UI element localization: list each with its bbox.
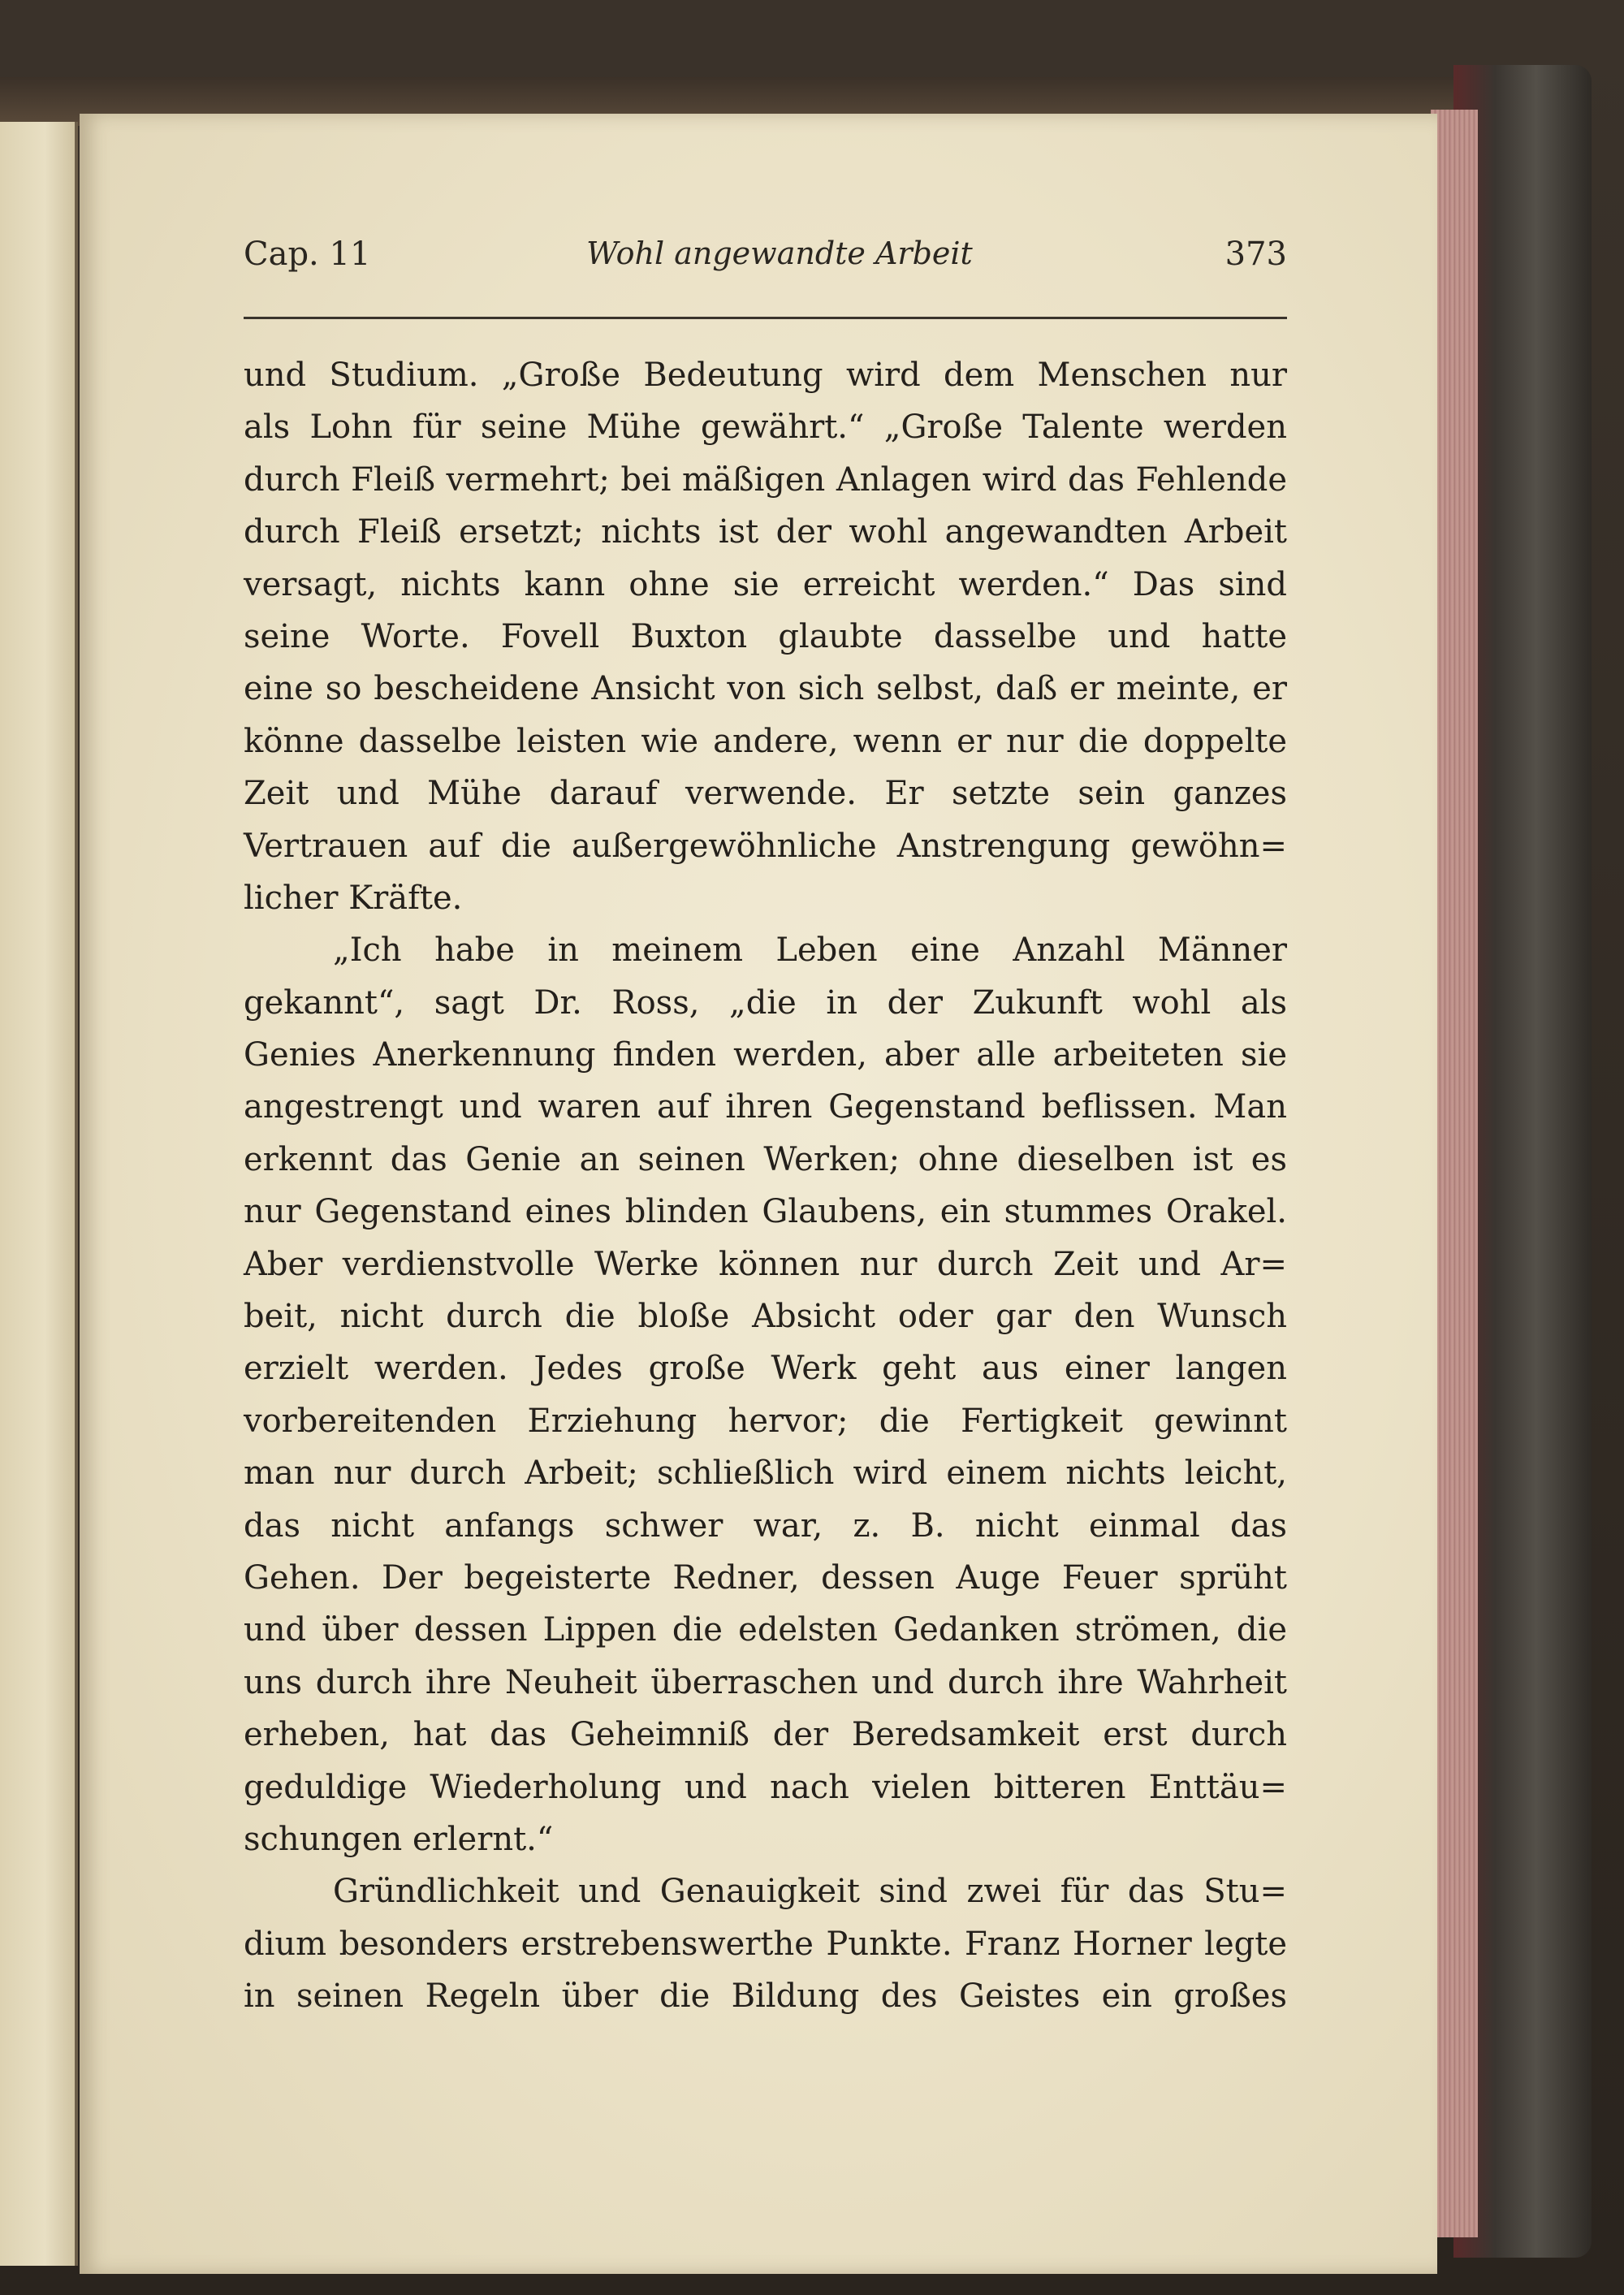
- text-line: gekannt“, sagt Dr. Ross, „die in der Zukunft wohl als: [244, 983, 1287, 1022]
- text-line: in seinen Regeln über die Bildung des Geistes ein großes: [244, 1977, 1287, 2016]
- text-line: nur Gegenstand eines blinden Glaubens, ein stummes Orakel.: [244, 1193, 1287, 1231]
- text-line: Zeit und Mühe darauf verwende. Er setzte sein ganzes: [244, 775, 1287, 813]
- text-line: versagt, nichts kann ohne sie erreicht werden.“ Das sind: [244, 565, 1287, 603]
- text-line: Genies Anerkennung finden werden, aber alle arbeiteten sie: [244, 1036, 1287, 1074]
- text-line: als Lohn für seine Mühe gewährt.“ „Große Talente werden: [244, 408, 1287, 447]
- text-line: Vertrauen auf die außergewöhnliche Anstrengung gewöhn=: [244, 827, 1287, 865]
- text-line: angestrengt und waren auf ihren Gegenstand beflissen. Man: [244, 1088, 1287, 1126]
- page-stack-edge: [1431, 110, 1478, 2237]
- page-number: 373: [1224, 236, 1287, 273]
- facing-page-edge: [0, 122, 78, 2266]
- text-line: das nicht anfangs schwer war, z. B. nicht einmal das: [244, 1506, 1287, 1545]
- running-head: [244, 236, 1287, 284]
- text-line: „Ich habe in meinem Leben eine Anzahl Männer: [333, 931, 1287, 970]
- text-line: Aber verdienstvolle Werke können nur durch Zeit und Ar=: [244, 1245, 1287, 1283]
- text-line: durch Fleiß ersetzt; nichts ist der wohl angewandten Arbeit: [244, 513, 1287, 551]
- text-line: licher Kräfte.: [244, 879, 463, 917]
- text-line: durch Fleiß vermehrt; bei mäßigen Anlagen wird das Fehlende: [244, 460, 1287, 499]
- text-line: beit, nicht durch die bloße Absicht oder gar den Wunsch: [244, 1298, 1287, 1336]
- text-line: Gründlichkeit und Genauigkeit sind zwei für das Stu=: [333, 1873, 1287, 1911]
- text-line: erkennt das Genie an seinen Werken; ohne dieselben ist es: [244, 1140, 1287, 1178]
- text-line: erzielt werden. Jedes große Werk geht aus einer langen: [244, 1350, 1287, 1388]
- text-line: uns durch ihre Neuheit überraschen und durch ihre Wahrheit: [244, 1663, 1287, 1701]
- text-line: man nur durch Arbeit; schließlich wird einem nichts leicht,: [244, 1454, 1287, 1493]
- running-title: Wohl angewandte Arbeit: [586, 236, 973, 271]
- body-text: [244, 349, 1287, 2023]
- text-line: eine so bescheidene Ansicht von sich selbst, daß er meinte, er: [244, 670, 1287, 708]
- text-line: und über dessen Lippen die edelsten Gedanken strömen, die: [244, 1611, 1287, 1649]
- chapter-label: Cap. 11: [244, 236, 371, 273]
- text-line: dium besonders erstrebenswerthe Punkte. Franz Horner legte: [244, 1925, 1287, 1963]
- text-line: vorbereitenden Erziehung hervor; die Fertigkeit gewinnt: [244, 1402, 1287, 1440]
- text-line: erheben, hat das Geheimniß der Beredsamkeit erst durch: [244, 1716, 1287, 1754]
- text-line: schungen erlernt.“: [244, 1820, 554, 1858]
- text-line: Gehen. Der begeisterte Redner, dessen Auge Feuer sprüht: [244, 1558, 1287, 1597]
- header-rule: [244, 317, 1287, 319]
- text-line: könne dasselbe leisten wie andere, wenn er nur die doppelte: [244, 722, 1287, 760]
- text-line: geduldige Wiederholung und nach vielen bitteren Enttäu=: [244, 1768, 1287, 1806]
- text-line: und Studium. „Große Bedeutung wird dem Menschen nur: [244, 357, 1287, 394]
- text-line: seine Worte. Fovell Buxton glaubte dasselbe und hatte: [244, 617, 1287, 655]
